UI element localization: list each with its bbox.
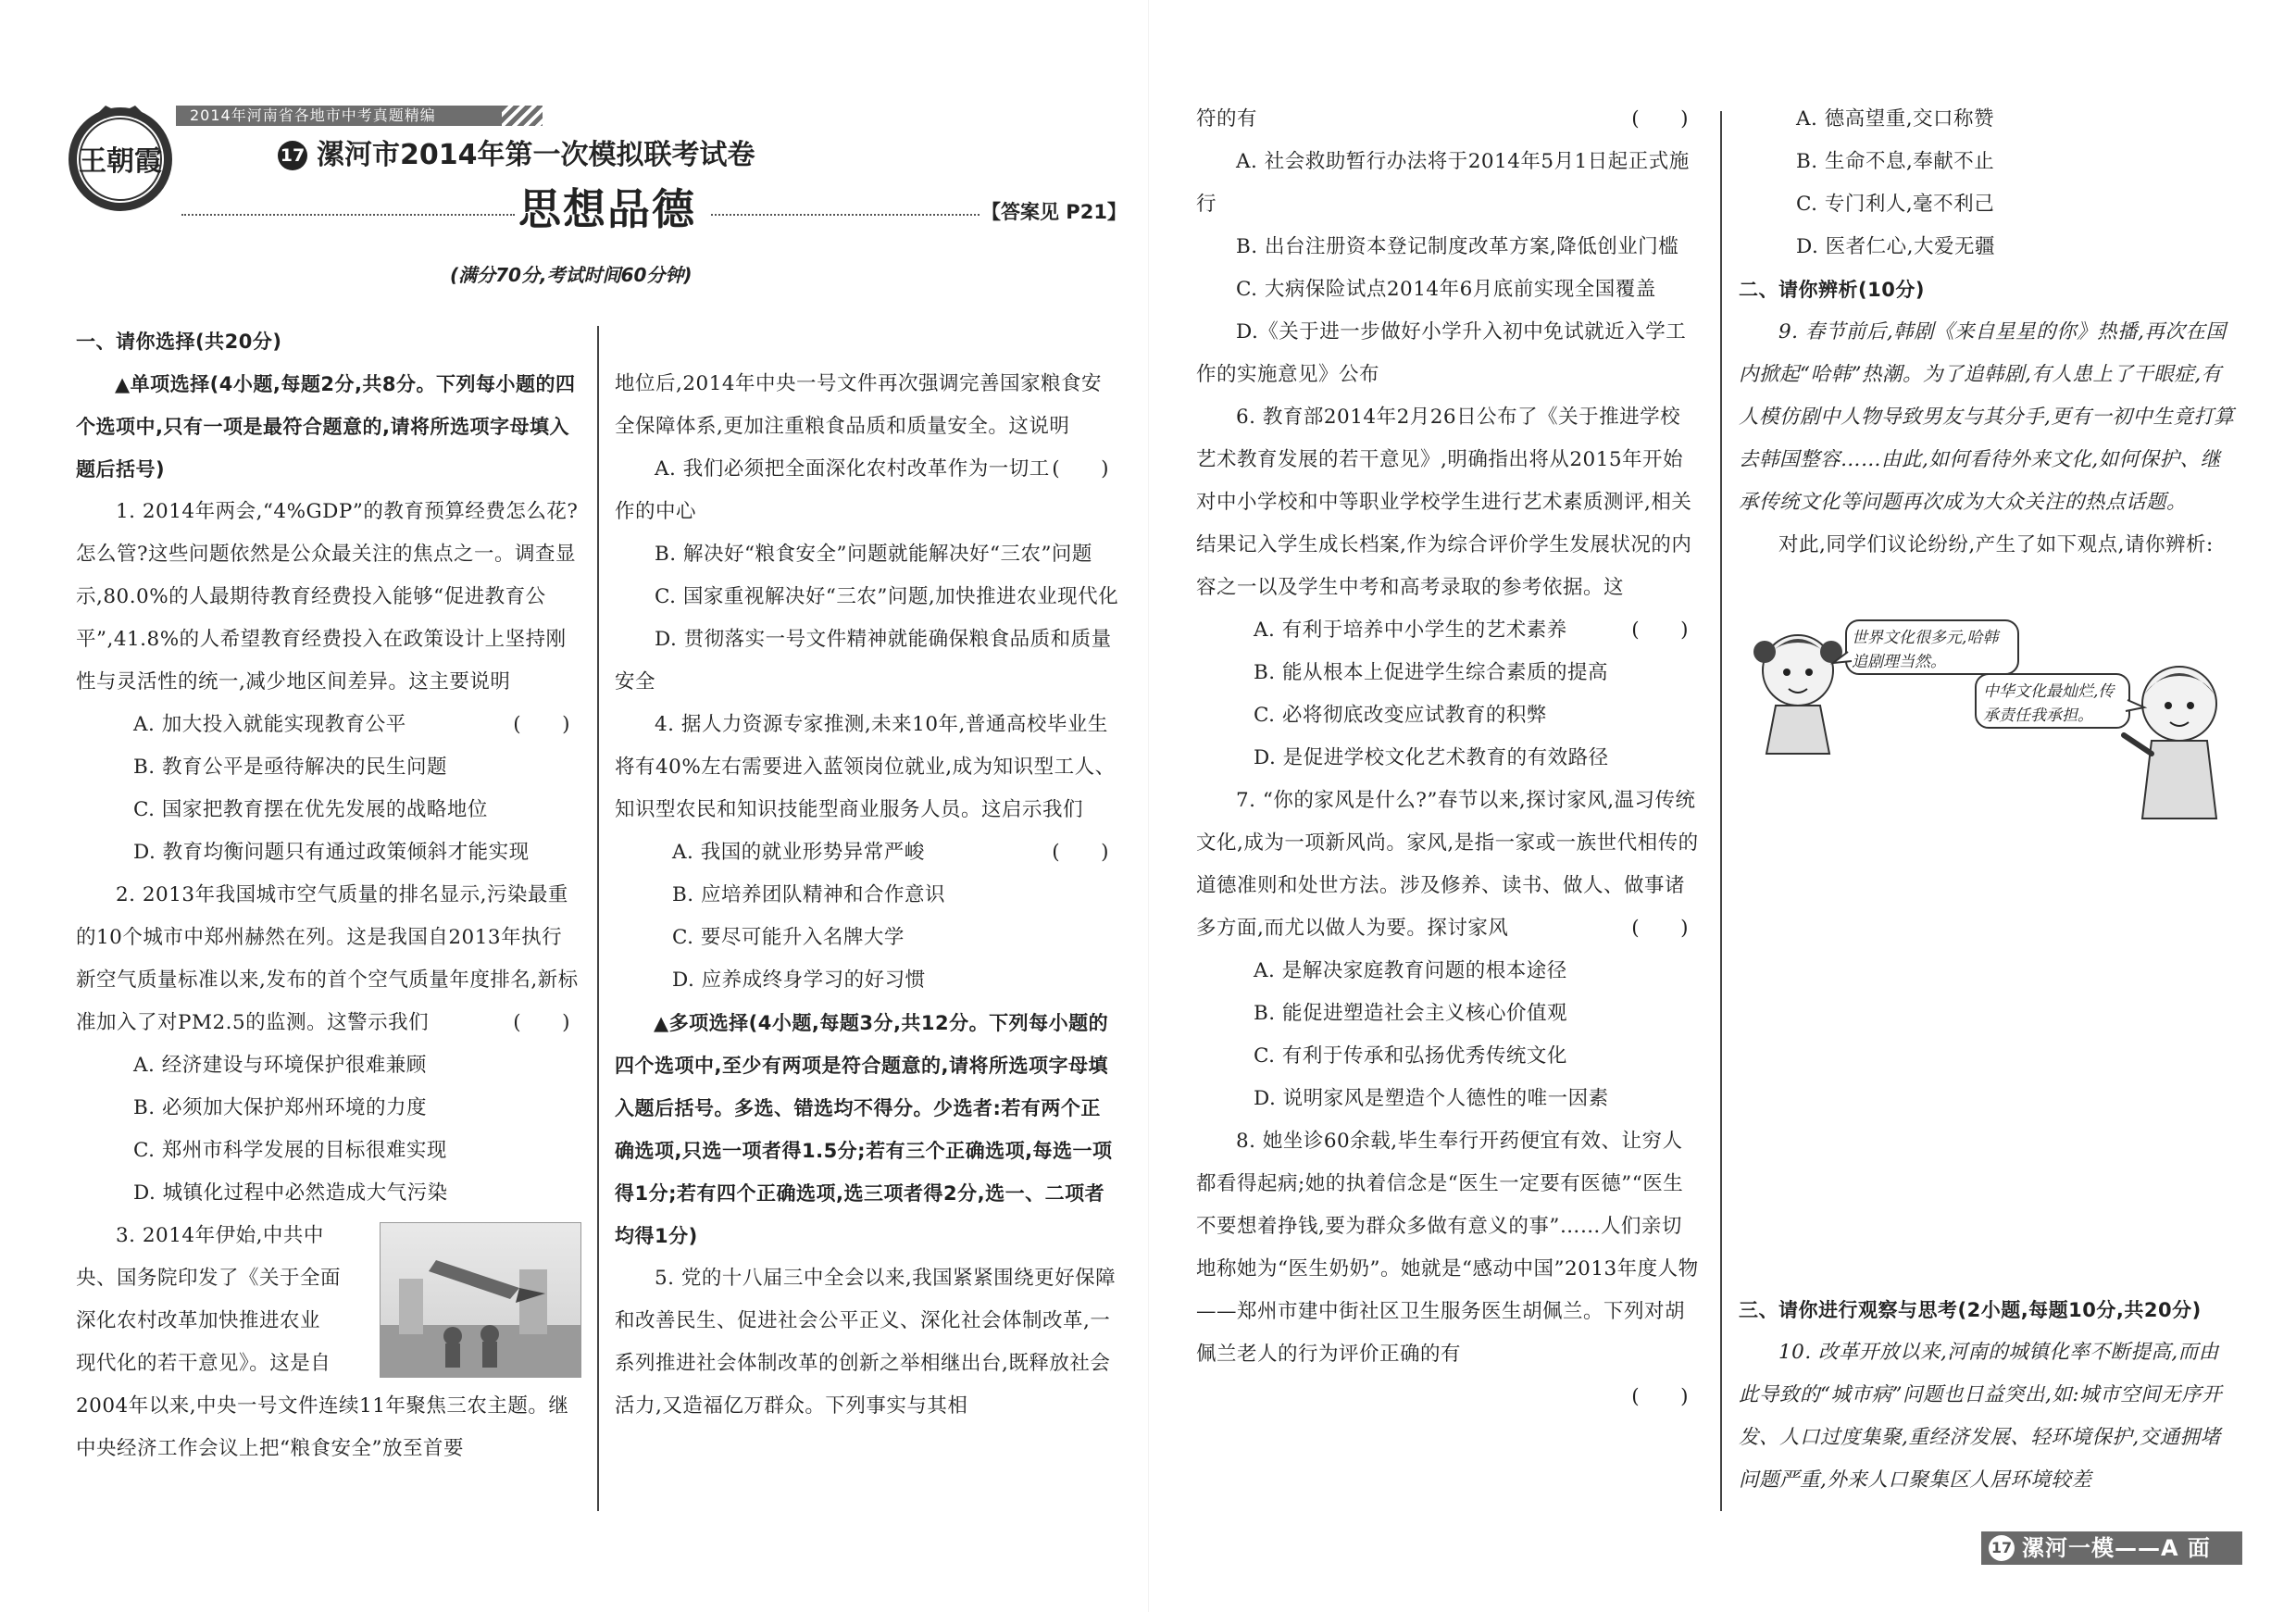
answer-blank[interactable]: ( ) (1631, 917, 1689, 940)
question-1-option-d: D. 教育均衡问题只有通过政策倾斜才能实现 (133, 841, 530, 864)
question-1-option-b: B. 教育公平是亟待解决的民生问题 (133, 756, 447, 779)
question-2-option-a: A. 经济建设与环境保护很难兼顾 (133, 1054, 427, 1077)
logo (63, 100, 178, 215)
question-3-line: 央、国务院印发了《关于全面 (76, 1267, 342, 1290)
banner-text: 2014年河南省各地市中考真题精编 (190, 106, 436, 124)
question-7-text: 7. “你的家风是什么?”春节以来,探讨家风,温习传统文化,成为一项新风尚。家风,是指一家或一族世代相传的道德准则和处世方法。涉及修养、读书、做人、做事诸多方面,而尤以做人为要。探讨家风 (1196, 789, 1699, 940)
question-3-cont-text: 地位后,2014年中央一号文件再次强调完善国家粮食安全保障体系,更加注重粮食品质和质量安全。这说明 (615, 372, 1103, 438)
question-5-option-d: D.《关于进一步做好小学升入初中免试就近入学工作的实施意见》公布 (1196, 320, 1687, 386)
question-7-option-d: D. 说明家风是塑造个人德性的唯一因素 (1254, 1087, 1609, 1110)
question-3-option-c: C. 国家重视解决好“三农”问题,加快推进农业现代化 (655, 585, 1119, 608)
section-3-heading: 三、请你进行观察与思考(2小题,每题10分,共20分) (1739, 1299, 2202, 1321)
question-6-text: 6. 教育部2014年2月26日公布了《关于推进学校艺术教育发展的若干意见》,明确指出将从2015年开始对中小学校和中等职业学校学生进行艺术素质测评,相关结果记入学生成长档案,作为综合评价学生发展状况的内容之一以及学生中考和高考录取的参考依据。这 (1196, 406, 1692, 599)
question-6-option-b: B. 能从根本上促进学生综合素质的提高 (1254, 661, 1608, 684)
column-2 (615, 363, 1120, 1428)
question-2-option-c: C. 郑州市科学发展的目标很难实现 (133, 1139, 447, 1162)
dotted-rule-left (181, 214, 515, 216)
question-8-option-c: C. 专门利人,毫不利己 (1796, 193, 1995, 216)
question-3-line: 深化农村改革加快推进农业 (76, 1309, 321, 1332)
answer-blank[interactable]: ( ) (513, 1011, 570, 1034)
question-9-stem: 9. 春节前后,韩剧《来自星星的你》热播,再次在国内掀起“哈韩”热潮。为了追韩剧,有人患上了干眼症,有人模仿剧中人物导致男友与其分手,更有一初中生竟打算去韩国整容……由此,如何看待外来文化,如何保护、继承传统文化等问题再次成为大众关注的热点话题。 (1739, 320, 2235, 514)
question-7-stem (1196, 780, 1700, 950)
question-8-stem: 8. 她坐诊60余载,毕生奉行开药便宜有效、让穷人都看得起病;她的执着信念是“医生一定要有医德”“医生不要想着挣钱,要为群众多做有意义的事”……人们亲切地称她为“医生奶奶”。她就是“感动中国”2013年度人物——郑州市建中街社区卫生服务医生胡佩兰。下列对胡佩兰老人的行为评价正确的有 (1196, 1130, 1699, 1366)
footer-badge: 17 (1989, 1535, 2015, 1561)
question-2-option-d: D. 城镇化过程中必然造成大气污染 (133, 1181, 448, 1205)
question-7-option-b: B. 能促进塑造社会主义核心价值观 (1254, 1002, 1567, 1025)
score-info: (满分70分,考试时间60分钟) (450, 264, 693, 286)
question-6-option-d: D. 是促进学校文化艺术教育的有效路径 (1254, 746, 1609, 769)
single-choice-instructions: ▲单项选择(4小题,每题2分,共8分。下列每小题的四个选项中,只有一项是最符合题意的,请将所选项字母填入题后括号) (76, 373, 576, 481)
question-6-option-c: C. 必将彻底改变应试教育的积弊 (1254, 704, 1547, 727)
question-4-option-d: D. 应养成终身学习的好习惯 (672, 968, 926, 992)
column-divider-2 (1720, 111, 1722, 1511)
question-5-option-c: C. 大病保险试点2014年6月底前实现全国覆盖 (1236, 278, 1656, 301)
logo-emblem (63, 100, 178, 215)
question-4-option-a: A. 我国的就业形势异常严峻 (672, 841, 925, 864)
exam-number-badge: 17 (278, 141, 307, 170)
question-3-option-a: A. 我们必须把全面深化农村改革作为一切工作的中心 (615, 457, 1050, 523)
answer-blank[interactable]: ( ) (513, 713, 570, 736)
question-6-option-a: A. 有利于培养中小学生的艺术素养 (1254, 619, 1567, 642)
question-2-option-b: B. 必须加大保护郑州环境的力度 (133, 1096, 427, 1119)
cartoon-farmers-icon (381, 1223, 580, 1377)
question-1-option-c: C. 国家把教育摆在优先发展的战略地位 (133, 798, 488, 821)
question-3-continued (615, 363, 1120, 481)
column-1 (76, 320, 581, 1470)
header-banner-stripes (502, 106, 543, 126)
question-1-option-a: A. 加大投入就能实现教育公平 (133, 713, 406, 736)
question-5-stem: 5. 党的十八届三中全会以来,我国紧紧围绕更好保障和改善民生、促进社会公平正义、深化社会体制改革,一系列推进社会体制改革的创新之举相继出台,既释放社会活力,又造福亿万群众。下列事实与其相 (615, 1267, 1117, 1418)
question-3-illustration (380, 1222, 581, 1378)
question-3-line: 3. 2014年伊始,中共中 (116, 1224, 324, 1247)
answer-blank[interactable]: ( ) (1631, 619, 1689, 642)
section-3 (1739, 1289, 2239, 1502)
column-3 (1196, 98, 1700, 1418)
answer-blank[interactable]: ( ) (1052, 457, 1109, 481)
question-8-blank-line (1196, 1376, 1700, 1418)
question-4-option-c: C. 要尽可能升入名牌大学 (672, 926, 905, 949)
section-2-heading: 二、请你辨析(10分) (1739, 279, 1925, 301)
question-3-line: 现代化的若干意见》。这是自 (76, 1352, 331, 1375)
question-3-line: 2004年以来,中央一号文件连续11年聚焦三农主题。继中央经济工作会议上把“粮食安全”放至首要 (76, 1394, 569, 1460)
column-divider-1 (597, 326, 599, 1511)
question-8-option-d: D. 医者仁心,大爱无疆 (1796, 235, 1995, 258)
page-center-divider (1148, 0, 1149, 1612)
question-3-option-b: B. 解决好“粮食安全”问题就能解决好“三农”问题 (655, 543, 1092, 566)
answer-reference: 【答案见 P21】 (981, 201, 1127, 223)
subject-title: 思想品德 (518, 184, 696, 234)
speech-bubble-boy: 中华文化最灿烂,传承责任我承担。 (1983, 682, 2115, 725)
question-4-text: 4. 据人力资源专家推测,未来10年,普通高校毕业生将有40%左右需要进入蓝领岗位就业,成为知识型工人、知识型农民和知识技能型商业服务人员。这启示我们 (615, 713, 1116, 821)
question-5-cont-text: 符的有 (1196, 107, 1258, 131)
section-1-heading: 一、请你选择(共20分) (76, 331, 282, 353)
exam-title: 漯河市2014年第一次模拟联考试卷 (317, 139, 755, 171)
logo-text: 王朝霞 (79, 145, 162, 178)
question-3-stem (76, 1215, 581, 1470)
question-4-option-b: B. 应培养团队精神和合作意识 (672, 883, 945, 906)
question-1-text: 1. 2014年两会,“4%GDP”的教育预算经费怎么花?怎么管?这些问题依然是公众最关注的焦点之一。调查显示,80.0%的人最期待教育经费投入能够“促进教育公平”,41.8%的人希望教育经费投入在政策设计上坚持刚性与灵活性的统一,减少地区间差异。这主要说明 (76, 500, 579, 694)
question-5-continued (1196, 98, 1700, 141)
question-9-prompt: 对此,同学们议论纷纷,产生了如下观点,请你辨析: (1778, 533, 2214, 556)
question-3-option-d: D. 贯彻落实一号文件精神就能确保粮食品质和质量安全 (615, 628, 1112, 694)
question-7-option-c: C. 有利于传承和弘扬优秀传统文化 (1254, 1044, 1567, 1068)
question-5-option-b: B. 出台注册资本登记制度改革方案,降低创业门槛 (1236, 235, 1679, 258)
question-5-option-a: A. 社会救助暂行办法将于2014年5月1日起正式施行 (1196, 150, 1690, 216)
question-2-text: 2. 2013年我国城市空气质量的排名显示,污染最重的10个城市中郑州赫然在列。这是我国自2013年执行新空气质量标准以来,发布的首个空气质量年度排名,新标准加入了对PM2.5的监测。这警示我们 (76, 883, 579, 1034)
question-8-option-b: B. 生命不息,奉献不止 (1796, 150, 1995, 173)
question-8-option-a: A. 德高望重,交口称赞 (1796, 107, 1995, 131)
answer-blank[interactable]: ( ) (1052, 841, 1109, 864)
multi-choice-instructions: ▲多项选择(4小题,每题3分,共12分。下列每小题的四个选项中,至少有两项是符合题意的,请将所选项字母填入题后括号。多选、错选均不得分。少选者:若有两个正确选项,只选一项者得1.5分;若有三个正确选项,每选一项得1分;若有四个正确选项,选三项者得2分,选一、二项者均得1分) (615, 1012, 1113, 1247)
column-4 (1739, 98, 2239, 567)
dotted-rule-right (711, 214, 980, 216)
answer-blank[interactable]: ( ) (1631, 107, 1689, 131)
question-7-option-a: A. 是解决家庭教育问题的根本途径 (1254, 959, 1567, 982)
footer-label: 漯河一模——A 面 (2022, 1535, 2211, 1561)
question-2-stem (76, 874, 581, 1044)
question-10-stem: 10. 改革开放以来,河南的城镇化率不断提高,而由此导致的“城市病”问题也日益突出,如:城市空间无序开发、人口过度集聚,重经济发展、轻环境保护,交通拥堵问题严重,外来人口聚集区人居环境较差 (1739, 1341, 2223, 1492)
answer-blank[interactable]: ( ) (1631, 1385, 1689, 1408)
speech-bubble-girl: 世界文化很多元,哈韩追剧理当然。 (1852, 629, 1999, 671)
